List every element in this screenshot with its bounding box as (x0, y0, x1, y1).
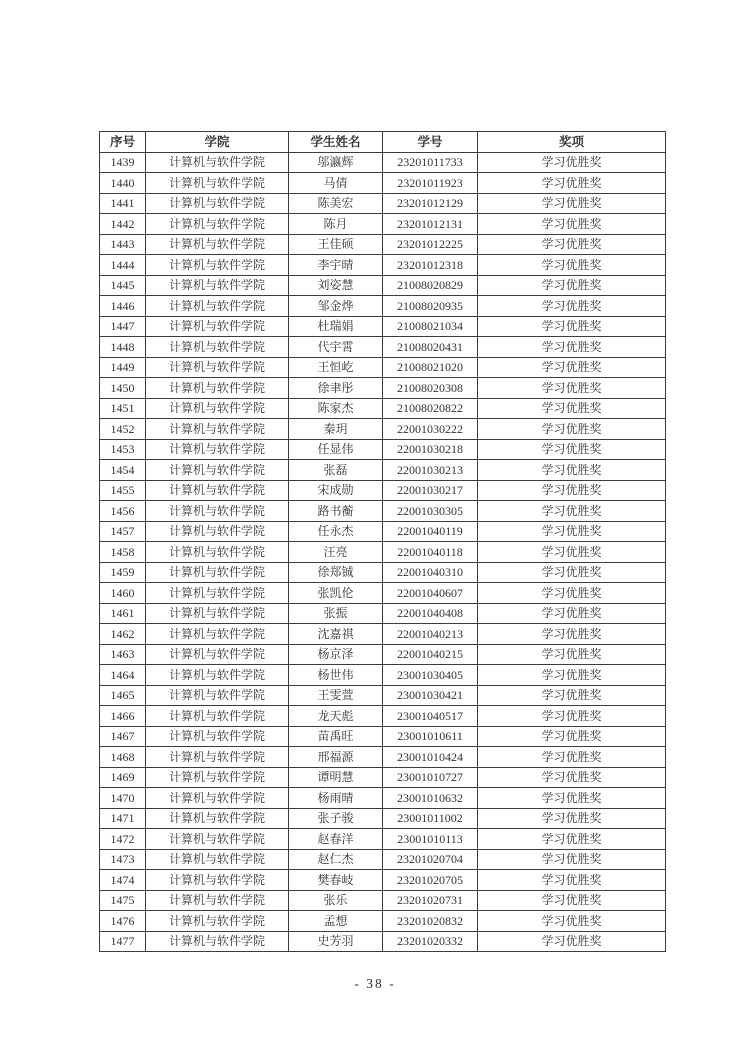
cell-serial: 1471 (100, 808, 146, 829)
cell-award: 学习优胜奖 (478, 747, 666, 768)
cell-college: 计算机与软件学院 (146, 337, 289, 358)
cell-award: 学习优胜奖 (478, 480, 666, 501)
cell-serial: 1439 (100, 152, 146, 173)
table-row (100, 931, 666, 952)
cell-serial: 1474 (100, 870, 146, 891)
cell-student-name: 秦玥 (289, 419, 383, 440)
award-table-header (100, 132, 666, 153)
page-number: - 38 - (354, 976, 396, 991)
cell-serial: 1465 (100, 685, 146, 706)
cell-college: 计算机与软件学院 (146, 726, 289, 747)
cell-student-id: 23201012131 (383, 214, 478, 235)
cell-student-id: 21008021020 (383, 357, 478, 378)
cell-award: 学习优胜奖 (478, 583, 666, 604)
cell-award: 学习优胜奖 (478, 829, 666, 850)
header-award: 奖项 (478, 132, 666, 153)
cell-college: 计算机与软件学院 (146, 398, 289, 419)
table-row (100, 726, 666, 747)
table-row (100, 152, 666, 173)
cell-student-name: 苗禹旺 (289, 726, 383, 747)
cell-award: 学习优胜奖 (478, 501, 666, 522)
cell-student-id: 23201020832 (383, 911, 478, 932)
cell-student-name: 张子骏 (289, 808, 383, 829)
cell-award: 学习优胜奖 (478, 152, 666, 173)
cell-student-id: 22001030217 (383, 480, 478, 501)
cell-college: 计算机与软件学院 (146, 255, 289, 276)
cell-student-id: 21008020431 (383, 337, 478, 358)
cell-college: 计算机与软件学院 (146, 193, 289, 214)
cell-serial: 1441 (100, 193, 146, 214)
cell-college: 计算机与软件学院 (146, 501, 289, 522)
cell-award: 学习优胜奖 (478, 214, 666, 235)
table-row (100, 439, 666, 460)
cell-student-id: 23201020731 (383, 890, 478, 911)
table-row (100, 849, 666, 870)
cell-serial: 1451 (100, 398, 146, 419)
cell-college: 计算机与软件学院 (146, 808, 289, 829)
cell-award: 学习优胜奖 (478, 849, 666, 870)
table-row (100, 808, 666, 829)
cell-award: 学习优胜奖 (478, 911, 666, 932)
table-row (100, 234, 666, 255)
cell-student-id: 23001030405 (383, 665, 478, 686)
table-row (100, 603, 666, 624)
cell-student-id: 23001010611 (383, 726, 478, 747)
cell-college: 计算机与软件学院 (146, 316, 289, 337)
cell-college: 计算机与软件学院 (146, 911, 289, 932)
table-row (100, 624, 666, 645)
cell-student-id: 22001030222 (383, 419, 478, 440)
cell-student-name: 刘姿慧 (289, 275, 383, 296)
cell-student-id: 23201012129 (383, 193, 478, 214)
table-row (100, 521, 666, 542)
cell-award: 学习优胜奖 (478, 275, 666, 296)
table-row (100, 685, 666, 706)
table-row (100, 275, 666, 296)
cell-college: 计算机与软件学院 (146, 890, 289, 911)
table-row (100, 501, 666, 522)
cell-serial: 1446 (100, 296, 146, 317)
header-college: 学院 (146, 132, 289, 153)
cell-student-id: 23001010113 (383, 829, 478, 850)
cell-student-name: 李宇晴 (289, 255, 383, 276)
cell-college: 计算机与软件学院 (146, 644, 289, 665)
cell-student-name: 任显伟 (289, 439, 383, 460)
cell-award: 学习优胜奖 (478, 357, 666, 378)
cell-student-id: 22001040215 (383, 644, 478, 665)
cell-serial: 1468 (100, 747, 146, 768)
cell-student-id: 22001040607 (383, 583, 478, 604)
table-row (100, 337, 666, 358)
cell-student-name: 史芳羽 (289, 931, 383, 952)
cell-serial: 1447 (100, 316, 146, 337)
cell-student-name: 邢福源 (289, 747, 383, 768)
cell-serial: 1449 (100, 357, 146, 378)
cell-student-id: 23001010727 (383, 767, 478, 788)
cell-student-name: 杨京泽 (289, 644, 383, 665)
cell-serial: 1454 (100, 460, 146, 481)
table-row (100, 214, 666, 235)
cell-award: 学习优胜奖 (478, 890, 666, 911)
cell-student-id: 22001040408 (383, 603, 478, 624)
award-table (99, 131, 666, 952)
cell-award: 学习优胜奖 (478, 460, 666, 481)
cell-student-id: 23001040517 (383, 706, 478, 727)
cell-student-id: 23001030421 (383, 685, 478, 706)
cell-college: 计算机与软件学院 (146, 378, 289, 399)
cell-college: 计算机与软件学院 (146, 521, 289, 542)
table-row (100, 378, 666, 399)
cell-student-name: 张振 (289, 603, 383, 624)
cell-award: 学习优胜奖 (478, 173, 666, 194)
cell-student-id: 22001040118 (383, 542, 478, 563)
cell-student-name: 徐郑铖 (289, 562, 383, 583)
cell-serial: 1460 (100, 583, 146, 604)
cell-serial: 1445 (100, 275, 146, 296)
cell-serial: 1450 (100, 378, 146, 399)
cell-college: 计算机与软件学院 (146, 849, 289, 870)
award-table-body (100, 152, 666, 952)
cell-college: 计算机与软件学院 (146, 747, 289, 768)
cell-award: 学习优胜奖 (478, 234, 666, 255)
cell-student-id: 22001030213 (383, 460, 478, 481)
cell-student-id: 23001010424 (383, 747, 478, 768)
cell-award: 学习优胜奖 (478, 398, 666, 419)
cell-serial: 1443 (100, 234, 146, 255)
cell-award: 学习优胜奖 (478, 788, 666, 809)
table-row (100, 480, 666, 501)
cell-student-name: 赵仁杰 (289, 849, 383, 870)
cell-college: 计算机与软件学院 (146, 419, 289, 440)
header-student-name: 学生姓名 (289, 132, 383, 153)
cell-serial: 1457 (100, 521, 146, 542)
cell-student-name: 王恒屹 (289, 357, 383, 378)
table-row (100, 542, 666, 563)
cell-college: 计算机与软件学院 (146, 275, 289, 296)
cell-student-name: 赵春洋 (289, 829, 383, 850)
cell-student-name: 马倩 (289, 173, 383, 194)
cell-college: 计算机与软件学院 (146, 542, 289, 563)
cell-award: 学习优胜奖 (478, 296, 666, 317)
cell-award: 学习优胜奖 (478, 255, 666, 276)
table-row (100, 460, 666, 481)
table-row (100, 583, 666, 604)
table-row (100, 193, 666, 214)
cell-serial: 1463 (100, 644, 146, 665)
cell-student-id: 21008020935 (383, 296, 478, 317)
cell-college: 计算机与软件学院 (146, 685, 289, 706)
cell-award: 学习优胜奖 (478, 562, 666, 583)
cell-serial: 1470 (100, 788, 146, 809)
cell-student-id: 23201011733 (383, 152, 478, 173)
cell-serial: 1444 (100, 255, 146, 276)
table-row (100, 419, 666, 440)
header-serial: 序号 (100, 132, 146, 153)
cell-college: 计算机与软件学院 (146, 480, 289, 501)
cell-student-id: 22001040119 (383, 521, 478, 542)
cell-student-name: 代宇霄 (289, 337, 383, 358)
table-row (100, 357, 666, 378)
cell-award: 学习优胜奖 (478, 439, 666, 460)
cell-serial: 1440 (100, 173, 146, 194)
cell-student-name: 杨雨晴 (289, 788, 383, 809)
table-row (100, 316, 666, 337)
cell-college: 计算机与软件学院 (146, 234, 289, 255)
cell-student-name: 樊春岐 (289, 870, 383, 891)
cell-student-name: 宋成勋 (289, 480, 383, 501)
cell-student-name: 邬瀛辉 (289, 152, 383, 173)
cell-serial: 1467 (100, 726, 146, 747)
cell-student-name: 谭明慧 (289, 767, 383, 788)
cell-serial: 1476 (100, 911, 146, 932)
cell-award: 学习优胜奖 (478, 644, 666, 665)
cell-student-id: 23201011923 (383, 173, 478, 194)
cell-student-id: 23201012225 (383, 234, 478, 255)
cell-college: 计算机与软件学院 (146, 706, 289, 727)
cell-college: 计算机与软件学院 (146, 829, 289, 850)
cell-serial: 1472 (100, 829, 146, 850)
cell-award: 学习优胜奖 (478, 808, 666, 829)
cell-student-id: 23201020332 (383, 931, 478, 952)
table-row (100, 706, 666, 727)
cell-student-id: 22001040310 (383, 562, 478, 583)
cell-college: 计算机与软件学院 (146, 214, 289, 235)
cell-serial: 1442 (100, 214, 146, 235)
cell-serial: 1466 (100, 706, 146, 727)
table-row (100, 870, 666, 891)
cell-college: 计算机与软件学院 (146, 152, 289, 173)
cell-award: 学习优胜奖 (478, 624, 666, 645)
cell-student-name: 陈家杰 (289, 398, 383, 419)
cell-student-name: 张乐 (289, 890, 383, 911)
cell-award: 学习优胜奖 (478, 542, 666, 563)
cell-student-id: 23001011002 (383, 808, 478, 829)
table-row (100, 398, 666, 419)
cell-student-id: 21008020822 (383, 398, 478, 419)
cell-award: 学习优胜奖 (478, 767, 666, 788)
cell-student-name: 陈月 (289, 214, 383, 235)
cell-student-name: 杜瑞娟 (289, 316, 383, 337)
table-row (100, 562, 666, 583)
table-row (100, 173, 666, 194)
cell-college: 计算机与软件学院 (146, 357, 289, 378)
table-row (100, 911, 666, 932)
table-row (100, 890, 666, 911)
cell-student-name: 张凯伦 (289, 583, 383, 604)
table-row (100, 747, 666, 768)
cell-student-id: 21008020308 (383, 378, 478, 399)
cell-student-name: 杨世伟 (289, 665, 383, 686)
cell-serial: 1464 (100, 665, 146, 686)
cell-serial: 1462 (100, 624, 146, 645)
cell-college: 计算机与软件学院 (146, 788, 289, 809)
cell-award: 学习优胜奖 (478, 706, 666, 727)
cell-award: 学习优胜奖 (478, 337, 666, 358)
cell-serial: 1469 (100, 767, 146, 788)
cell-student-name: 沈嘉祺 (289, 624, 383, 645)
cell-college: 计算机与软件学院 (146, 931, 289, 952)
table-row (100, 665, 666, 686)
cell-award: 学习优胜奖 (478, 419, 666, 440)
table-row (100, 767, 666, 788)
cell-student-name: 王雯萱 (289, 685, 383, 706)
cell-student-name: 龙天彪 (289, 706, 383, 727)
cell-serial: 1475 (100, 890, 146, 911)
cell-student-id: 22001030218 (383, 439, 478, 460)
cell-serial: 1456 (100, 501, 146, 522)
cell-student-name: 张磊 (289, 460, 383, 481)
cell-award: 学习优胜奖 (478, 931, 666, 952)
cell-award: 学习优胜奖 (478, 726, 666, 747)
table-row (100, 644, 666, 665)
cell-student-name: 陈美宏 (289, 193, 383, 214)
cell-college: 计算机与软件学院 (146, 439, 289, 460)
cell-serial: 1458 (100, 542, 146, 563)
header-row (100, 132, 666, 153)
cell-college: 计算机与软件学院 (146, 665, 289, 686)
cell-award: 学习优胜奖 (478, 316, 666, 337)
cell-college: 计算机与软件学院 (146, 562, 289, 583)
cell-college: 计算机与软件学院 (146, 583, 289, 604)
cell-student-name: 邹金烨 (289, 296, 383, 317)
cell-student-id: 23201020705 (383, 870, 478, 891)
cell-student-name: 路书蘅 (289, 501, 383, 522)
table-row (100, 255, 666, 276)
cell-serial: 1461 (100, 603, 146, 624)
cell-award: 学习优胜奖 (478, 870, 666, 891)
table-row (100, 829, 666, 850)
cell-serial: 1455 (100, 480, 146, 501)
cell-award: 学习优胜奖 (478, 378, 666, 399)
cell-college: 计算机与软件学院 (146, 870, 289, 891)
cell-serial: 1453 (100, 439, 146, 460)
cell-student-id: 21008020829 (383, 275, 478, 296)
cell-serial: 1452 (100, 419, 146, 440)
cell-serial: 1448 (100, 337, 146, 358)
cell-award: 学习优胜奖 (478, 685, 666, 706)
table-row (100, 788, 666, 809)
cell-student-id: 23001010632 (383, 788, 478, 809)
cell-award: 学习优胜奖 (478, 665, 666, 686)
cell-college: 计算机与软件学院 (146, 624, 289, 645)
cell-college: 计算机与软件学院 (146, 296, 289, 317)
cell-serial: 1459 (100, 562, 146, 583)
cell-serial: 1473 (100, 849, 146, 870)
cell-student-id: 23201012318 (383, 255, 478, 276)
cell-student-id: 21008021034 (383, 316, 478, 337)
cell-college: 计算机与软件学院 (146, 173, 289, 194)
cell-student-id: 22001040213 (383, 624, 478, 645)
cell-student-id: 22001030305 (383, 501, 478, 522)
cell-student-name: 孟想 (289, 911, 383, 932)
cell-student-name: 王佳硕 (289, 234, 383, 255)
cell-college: 计算机与软件学院 (146, 603, 289, 624)
cell-award: 学习优胜奖 (478, 193, 666, 214)
cell-college: 计算机与软件学院 (146, 460, 289, 481)
cell-award: 学习优胜奖 (478, 603, 666, 624)
cell-student-id: 23201020704 (383, 849, 478, 870)
cell-student-name: 任永杰 (289, 521, 383, 542)
cell-student-name: 汪亮 (289, 542, 383, 563)
cell-college: 计算机与软件学院 (146, 767, 289, 788)
header-student-id: 学号 (383, 132, 478, 153)
cell-award: 学习优胜奖 (478, 521, 666, 542)
cell-student-name: 徐聿彤 (289, 378, 383, 399)
cell-serial: 1477 (100, 931, 146, 952)
table-row (100, 296, 666, 317)
